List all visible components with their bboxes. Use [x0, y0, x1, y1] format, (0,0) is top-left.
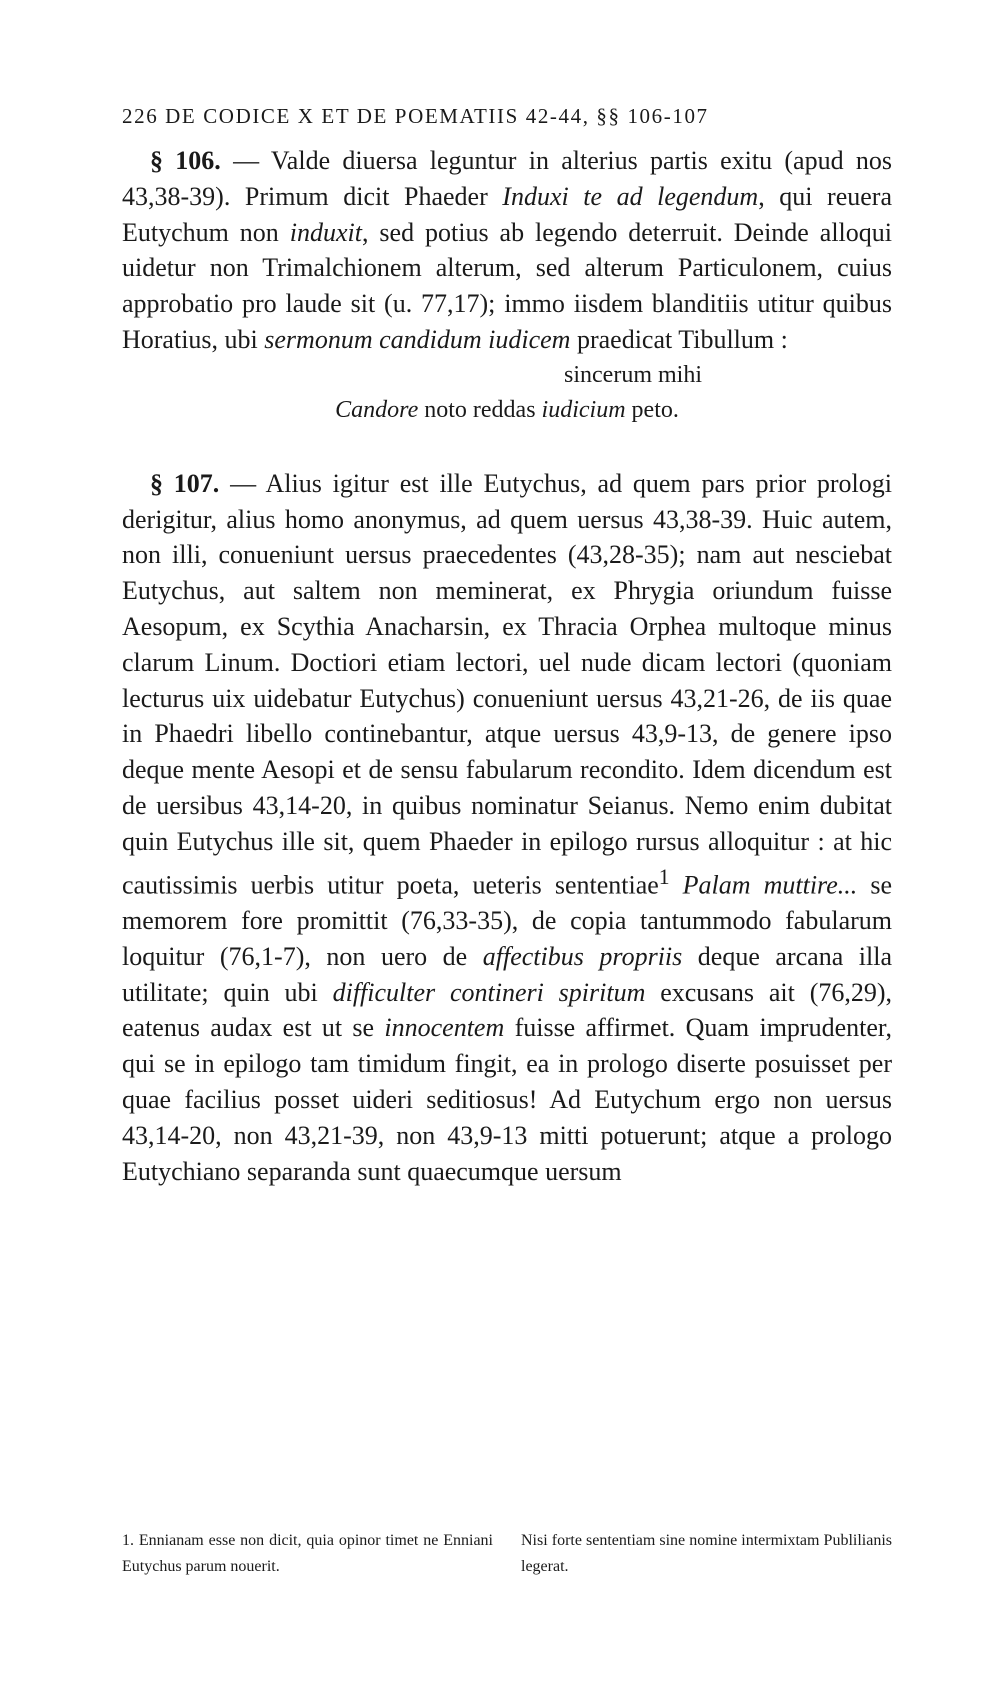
section-number: § 107. — [150, 468, 220, 498]
footnotes — [122, 1528, 892, 1580]
text-run: , qui reuera Eutychum non — [122, 181, 892, 247]
paragraph-106 — [122, 143, 892, 358]
text-run: — Alius igitur est ille Eutychus, ad quem pars prior prologi derigitur, alius homo anonymus, ad quem uersus 43,38-39. Huic autem, non illi, conueniunt uersus praecedentes (43,28-35); nam aut nesciebat Eutychus, aut saltem non meminerat, ex Phrygia oriundum fuisse Aesopum, ex Scythia Anacharsin, ex Thracia Orphea multoque minus clarum Linum. Doctiori etiam lectori, uel nude dicam lectori (quoniam lecturus uix uidebatur Eutychus) conueniunt uersus 43,21-26, de iis quae in Phaedri libello continebantur, atque uersus 43,9-13, de genere ipso deque mente Aesopi et de sensu fabularum recondito. Idem dicendum est de uersibus 43,14-20, in quibus nominatur Seianus. Nemo enim dubitat quin Eutychus ille sit, quem Phaeder in epilogo rursus alloquitur : at hic cautissimis uerbis utitur poeta, ueteris sententiae — [122, 468, 893, 900]
italic-phrase: Candore — [335, 396, 419, 423]
verse-line — [335, 397, 679, 423]
italic-phrase: induxit — [289, 217, 362, 247]
running-head: 226 DE CODICE X ET DE POEMATIIS 42-44, §§ 106-107 — [122, 104, 709, 128]
italic-phrase: iudicium — [541, 396, 626, 423]
text-run: — Valde diuersa leguntur in alterius partis exitu (apud nos 43,38-39). Primum dicit Phaeder — [122, 146, 892, 211]
text-run: deque arcana illa utilitate; quin ubi — [122, 941, 893, 1007]
footnote-right: Nisi forte sententiam sine nomine intermixtam Publilianis legerat. — [521, 1532, 892, 1575]
text-run: noto reddas — [418, 396, 542, 423]
footnote-ref: 1 — [658, 864, 670, 889]
text-run: se memorem fore promittit (76,33-35), de copia tantummodo fabularum loquitur (76,1-7), non uero de — [122, 870, 892, 971]
text-run: excusans ait (76,29), eatenus audax est ut se — [122, 977, 893, 1043]
text-run: fuisse affirmet. Quam imprudenter, qui se in epilogo tam timidum fingit, ea in prologo diserte posuisset per quae facilius posset uideri seditiosus! Ad Eutychum ergo non uersus 43,14-20, non 43,21-39, non 43,9-13 mitti potuerunt; atque a prologo Eutychiano separanda sunt quaecumque uersum — [122, 1013, 893, 1186]
footnote-left: 1. Ennianam esse non dicit, quia opinor timet ne Enniani Eutychus parum nouerit. — [122, 1532, 493, 1575]
italic-phrase: sermonum candidum iudicem — [264, 324, 571, 354]
verse-quotation — [122, 358, 892, 428]
text-run: peto. — [625, 396, 679, 423]
italic-phrase: innocentem — [384, 1013, 505, 1043]
italic-phrase: Induxi te ad legendum — [502, 181, 759, 211]
section-number: § 106. — [150, 146, 221, 175]
italic-phrase: affectibus propriis — [482, 941, 683, 971]
paragraph-107 — [122, 466, 892, 1190]
text-run: , sed potius ab legendo deterruit. Deinde alloqui uidetur non Trimalchionem alterum, sed alterum Particulonem, cuius approbatio pro laude sit (u. 77,17); immo iisdem blanditiis utitur quibus Horatius, ubi — [122, 217, 892, 354]
body-text — [122, 143, 892, 1189]
italic-phrase: difficulter contineri spiritum — [332, 977, 646, 1007]
text-run: praedicat Tibullum : — [570, 324, 788, 354]
italic-phrase: Palam muttire... — [682, 870, 858, 900]
verse-line: sincerum mihi — [564, 361, 702, 388]
text-run — [670, 870, 683, 899]
